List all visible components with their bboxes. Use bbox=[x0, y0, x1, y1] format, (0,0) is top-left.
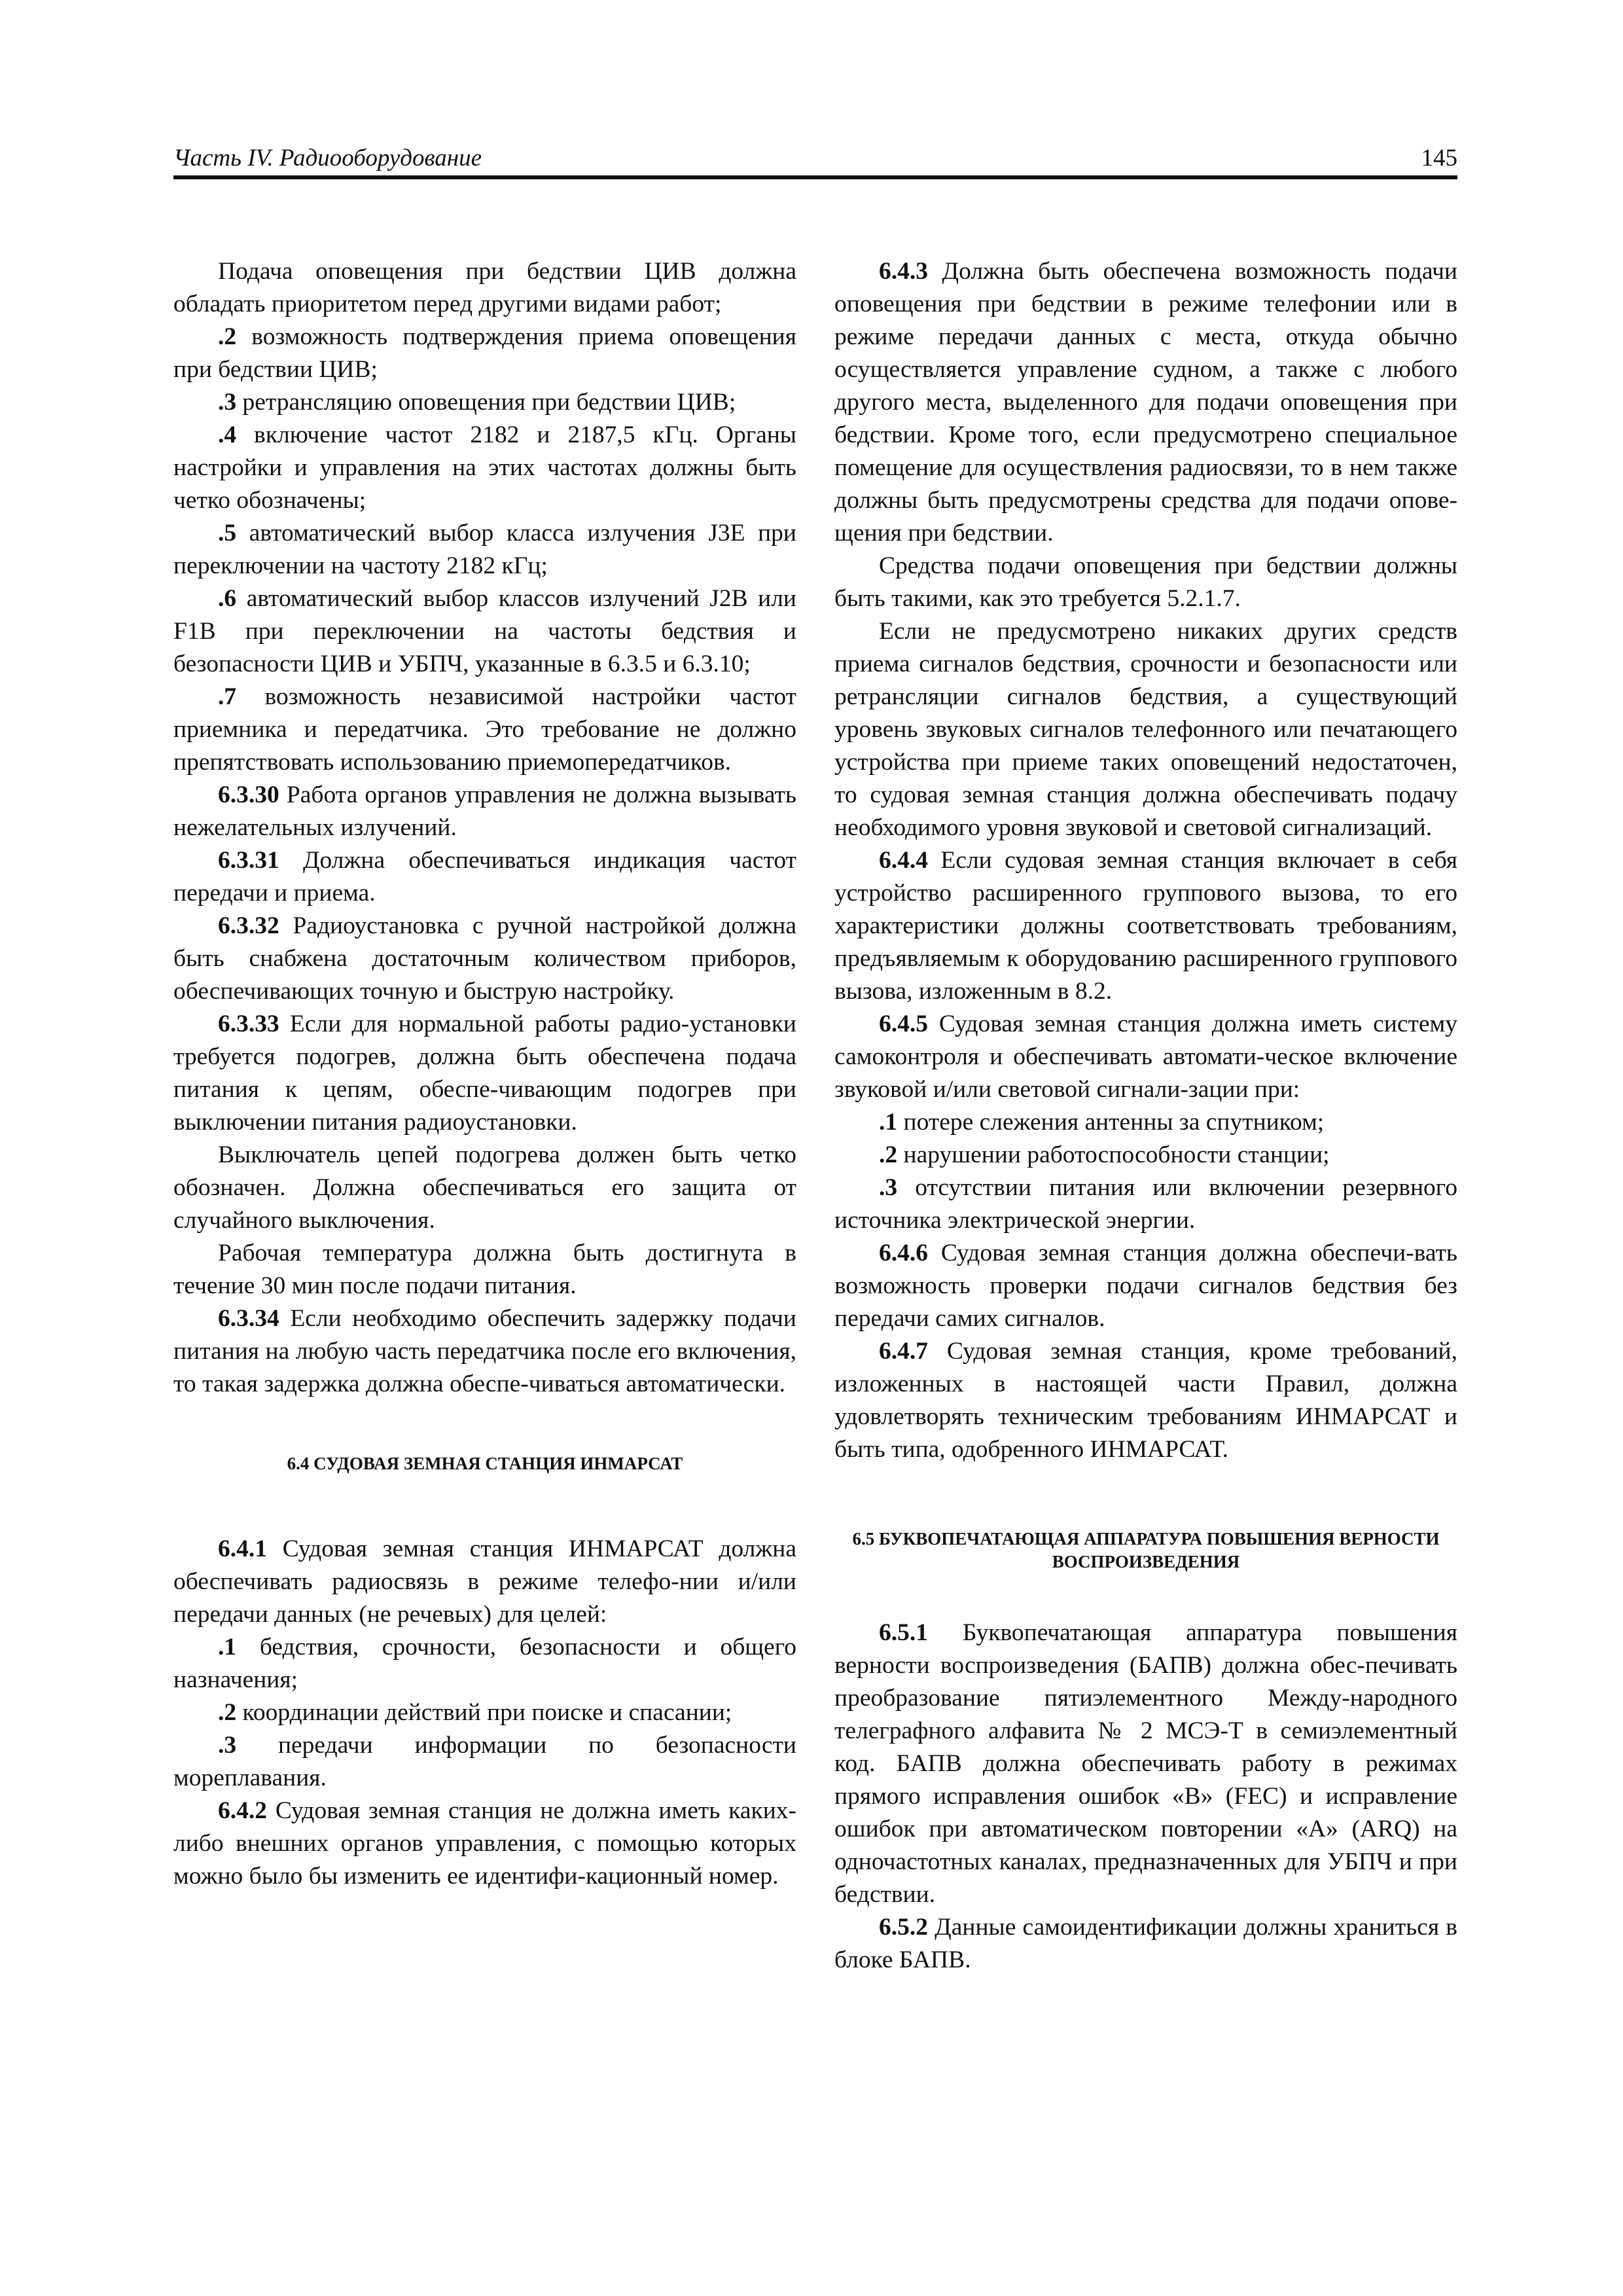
page-header bbox=[173, 144, 1457, 177]
right-paragraphs-bottom bbox=[834, 1617, 1457, 1977]
paragraph-number: .3 bbox=[218, 389, 237, 416]
paragraph-number: .7 bbox=[218, 683, 237, 710]
paragraph-text: автоматический выбор класса излучения J3E при переключении на частоту 2182 кГц; bbox=[173, 520, 796, 579]
paragraph bbox=[834, 1237, 1457, 1335]
paragraph-text: Если судовая земная станция включает в себя устройство расширенного группового вызова, то его характеристики должны соответствовать требованиям, предъявляемым к оборудованию расширенного группового вызова, изложенным в 8.2. bbox=[834, 847, 1457, 1005]
paragraph-number: .2 bbox=[879, 1141, 898, 1168]
paragraph-number: .2 bbox=[218, 323, 237, 350]
paragraph-number: .1 bbox=[879, 1109, 898, 1136]
paragraph bbox=[173, 419, 796, 517]
paragraph-text: возможность подтверждения приема оповещения при бедствии ЦИВ; bbox=[173, 323, 796, 383]
paragraph bbox=[173, 1008, 796, 1139]
paragraph bbox=[173, 583, 796, 681]
paragraph bbox=[173, 779, 796, 844]
paragraph-number: 6.3.30 bbox=[218, 781, 279, 808]
left-paragraphs-bottom bbox=[173, 1533, 796, 1893]
paragraph-text: координации действий при поиске и спасании; bbox=[236, 1699, 732, 1726]
paragraph bbox=[173, 910, 796, 1008]
paragraph bbox=[173, 844, 796, 910]
paragraph-text: передачи информации по безопасности мореплавания. bbox=[173, 1732, 796, 1791]
paragraph-number: 6.4.2 bbox=[218, 1797, 267, 1824]
paragraph-text: Средства подачи оповещения при бедствии должны быть такими, как это требуется 5.2.1.7. bbox=[834, 552, 1457, 612]
paragraph-text: автоматический выбор классов излучений J2B или F1B при переключении на частоты бедствия и безопасности ЦИВ и УБПЧ, указанные в 6.3.5 и 6.3.10; bbox=[173, 585, 796, 677]
paragraph-text: нарушении работоспособности станции; bbox=[897, 1141, 1330, 1168]
paragraph-number: 6.4.7 bbox=[879, 1338, 928, 1365]
paragraph bbox=[834, 1106, 1457, 1139]
page-number: 145 bbox=[1421, 145, 1457, 171]
paragraph-text: Если необходимо обеспечить задержку подачи питания на любую часть передатчика после его включения, то такая задержка должна обеспе-чиваться автоматически. bbox=[173, 1305, 796, 1397]
paragraph-number: 6.5.1 bbox=[879, 1619, 928, 1646]
left-column bbox=[173, 255, 796, 1893]
paragraph-number: 6.4.4 bbox=[879, 847, 928, 874]
paragraph-text: Должна быть обеспечена возможность подачи оповещения при бедствии в режиме телефонии или в режиме передачи данных с места, откуда обычно осуществляется управление судном, а также с любого другого места, выделенного для подачи оповещения при бедствии. Кроме того, если предусмотрено специальное помещение для осуществления радиосвязи, то в нем также должны быть предусмотрены средства для подачи опове-щения при бедствии. bbox=[834, 258, 1457, 547]
paragraph-text: ретрансляцию оповещения при бедствии ЦИВ; bbox=[236, 389, 736, 416]
paragraph bbox=[173, 681, 796, 779]
paragraph-text: Радиоустановка с ручной настройкой должна быть снабжена достаточным количеством приборов, обеспечивающих точную и быструю настройку. bbox=[173, 912, 796, 1005]
paragraph bbox=[173, 1237, 796, 1302]
paragraph-number: .2 bbox=[218, 1699, 237, 1726]
section-title-6-4: 6.4 СУДОВАЯ ЗЕМНАЯ СТАНЦИЯ ИНМАРСАТ bbox=[287, 1454, 683, 1473]
paragraph bbox=[834, 1335, 1457, 1466]
paragraph bbox=[834, 1617, 1457, 1911]
paragraph bbox=[173, 1302, 796, 1401]
paragraph bbox=[173, 255, 796, 321]
paragraph-number: 6.4.1 bbox=[218, 1535, 267, 1562]
paragraph-text: бедствия, срочности, безопасности и общего назначения; bbox=[173, 1634, 796, 1693]
paragraph-text: потере слежения антенны за спутником; bbox=[897, 1109, 1325, 1136]
paragraph bbox=[834, 255, 1457, 550]
paragraph bbox=[834, 1172, 1457, 1237]
paragraph-number: 6.3.31 bbox=[218, 847, 279, 874]
paragraph-text: включение частот 2182 и 2187,5 кГц. Органы настройки и управления на этих частотах должны быть четко обозначены; bbox=[173, 422, 796, 514]
paragraph bbox=[173, 1696, 796, 1729]
paragraph bbox=[834, 1139, 1457, 1172]
paragraph-number: .5 bbox=[218, 520, 237, 547]
paragraph bbox=[173, 321, 796, 386]
paragraph bbox=[173, 386, 796, 419]
paragraph-number: .4 bbox=[218, 422, 237, 448]
paragraph-number: 6.4.3 bbox=[879, 258, 928, 285]
paragraph bbox=[173, 1139, 796, 1237]
paragraph-number: .3 bbox=[218, 1732, 237, 1759]
paragraph-text: Должна обеспечиваться индикация частот передачи и приема. bbox=[173, 847, 796, 906]
paragraph-text: Судовая земная станция не должна иметь каких-либо внешних органов управления, с помощью которых можно было бы изменить ее идентифи-кационный номер. bbox=[173, 1797, 796, 1890]
running-title: Часть IV. Радиооборудование bbox=[173, 145, 482, 171]
paragraph-text: Если не предусмотрено никаких других средств приема сигналов бедствия, срочности и безопасности или ретрансляции сигналов бедствия, а существующий уровень звуковых сигналов телефонного или печатающего устройства при приеме таких оповещений недостаточен, то судовая земная станция должна обеспечивать подачу необходимого уровня звуковой и световой сигнализаций. bbox=[834, 618, 1457, 841]
paragraph-text: Подача оповещения при бедствии ЦИВ должна обладать приоритетом перед другими видами работ; bbox=[173, 258, 796, 317]
paragraph-text: Рабочая температура должна быть достигнута в течение 30 мин после подачи питания. bbox=[173, 1240, 796, 1299]
paragraph-text: Данные самоидентификации должны храниться в блоке БАПВ. bbox=[834, 1914, 1457, 1973]
paragraph bbox=[834, 615, 1457, 844]
paragraph bbox=[173, 1729, 796, 1795]
paragraph bbox=[173, 1533, 796, 1631]
paragraph bbox=[173, 1631, 796, 1696]
paragraph-text: Судовая земная станция должна иметь систему самоконтроля и обеспечивать автомати-ческое включение звуковой и/или световой сигнали-зации при: bbox=[834, 1011, 1457, 1103]
right-column bbox=[834, 255, 1457, 1977]
paragraph-text: Работа органов управления не должна вызывать нежелательных излучений. bbox=[173, 781, 796, 841]
paragraph-text: Судовая земная станция ИНМАРСАТ должна обеспечивать радиосвязь в режиме телефо-нии и/или передачи данных (не речевых) для целей: bbox=[173, 1535, 796, 1628]
paragraph bbox=[173, 1795, 796, 1893]
paragraph bbox=[834, 1911, 1457, 1977]
right-paragraphs-top bbox=[834, 255, 1457, 1466]
paragraph-number: .6 bbox=[218, 585, 237, 612]
paragraph-text: Судовая земная станция, кроме требований, изложенных в настоящей части Правил, должна удовлетворять техническим требованиям ИНМАРСАТ и быть типа, одобренного ИНМАРСАТ. bbox=[834, 1338, 1457, 1463]
paragraph-number: 6.3.32 bbox=[218, 912, 279, 939]
paragraph-number: 6.3.33 bbox=[218, 1011, 279, 1037]
header-rule bbox=[173, 175, 1457, 179]
paragraph bbox=[834, 1008, 1457, 1106]
paragraph-number: 6.3.34 bbox=[218, 1305, 279, 1332]
paragraph bbox=[834, 844, 1457, 1008]
paragraph-number: 6.5.2 bbox=[879, 1914, 928, 1941]
paragraph-text: отсутствии питания или включении резервного источника электрической энергии. bbox=[834, 1174, 1457, 1234]
paragraph-number: .3 bbox=[879, 1174, 898, 1201]
paragraph-number: .1 bbox=[218, 1634, 237, 1660]
paragraph-number: 6.4.5 bbox=[879, 1011, 928, 1037]
paragraph-text: Буквопечатающая аппаратура повышения верности воспроизведения (БАПВ) должна обес-печивать преобразование пятиэлементного Между-народного телеграфного алфавита № 2 МСЭ-Т в семиэлементный код. БАПВ должна обеспечивать работу в режимах прямого исправления ошибок «В» (FEC) и исправление ошибок при автоматическом повторении «А» (ARQ) на одночастотных каналах, предназначенных для УБПЧ и при бедствии. bbox=[834, 1619, 1457, 1908]
section-title-6-5: 6.5 БУКВОПЕЧАТАЮЩАЯ АППАРАТУРА ПОВЫШЕНИЯ ВЕРНОСТИ ВОСПРОИЗВЕДЕНИЯ bbox=[852, 1529, 1440, 1571]
left-paragraphs-top bbox=[173, 255, 796, 1401]
paragraph-number: 6.4.6 bbox=[879, 1240, 928, 1266]
paragraph-text: возможность независимой настройки частот приемника и передатчика. Это требование не должно препятствовать использованию приемопередатчиков. bbox=[173, 683, 796, 776]
paragraph-text: Судовая земная станция должна обеспечи-вать возможность проверки подачи сигналов бедствия без передачи самих сигналов. bbox=[834, 1240, 1457, 1332]
paragraph-text: Выключатель цепей подогрева должен быть четко обозначен. Должна обеспечиваться его защита от случайного выключения. bbox=[173, 1141, 796, 1234]
paragraph bbox=[173, 517, 796, 583]
paragraph bbox=[834, 550, 1457, 615]
paragraph-text: Если для нормальной работы радио-установки требуется подогрев, должна быть обеспечена подача питания к цепям, обеспе-чивающим подогрев при выключении питания радиоустановки. bbox=[173, 1011, 796, 1136]
